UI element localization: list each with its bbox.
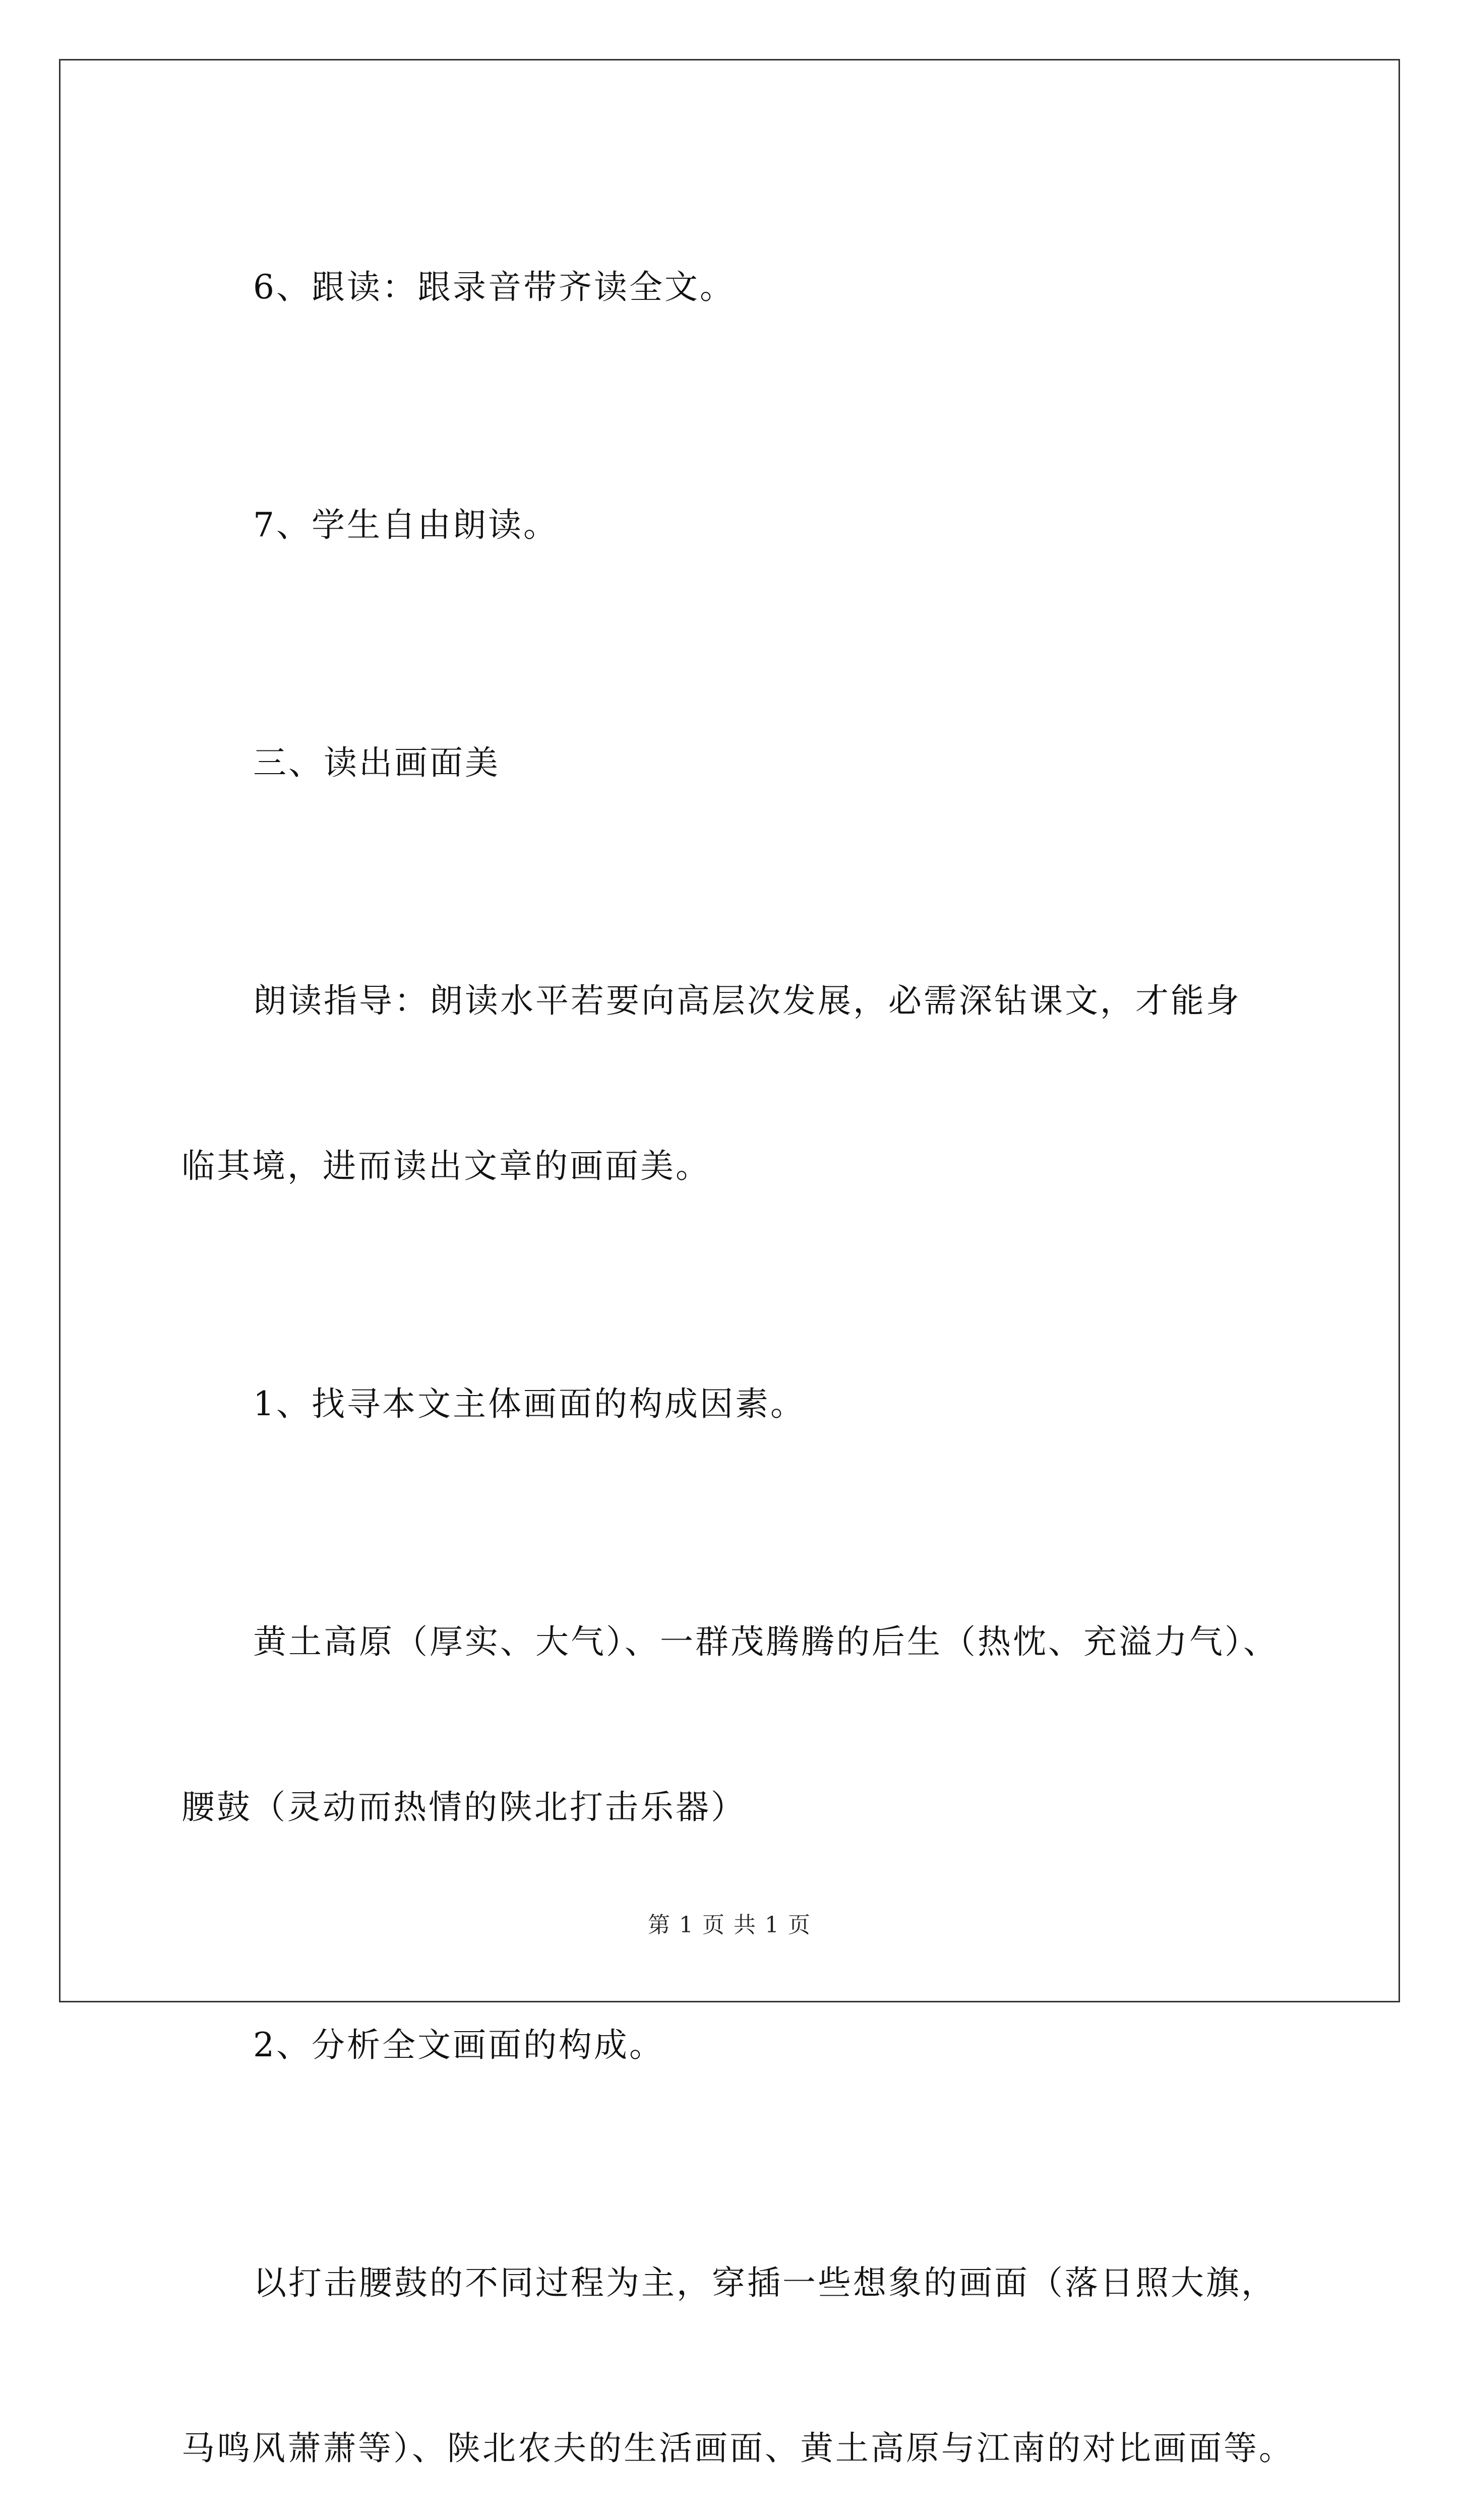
paragraph-4 bbox=[181, 910, 1270, 1257]
paragraph-5 bbox=[181, 1313, 1270, 1495]
paragraph-line: 以打击腰鼓的不同过程为主，穿插一些想象的画面（落日照大旗， bbox=[253, 2263, 1276, 2302]
document-body bbox=[181, 197, 1294, 2520]
paragraph-line: 马鸣风萧萧等）、陕北农夫的生活画面、黄土高原与江南的对比画面等。 bbox=[181, 2429, 1294, 2468]
paragraph-2 bbox=[181, 434, 1270, 616]
paragraph-7 bbox=[181, 1955, 1270, 2136]
paragraph-line: 7、学生自由朗读。 bbox=[253, 506, 559, 544]
paragraph-line: 腰鼓（灵动而热情的陕北打击乐器） bbox=[181, 1788, 746, 1826]
page-footer: 第 1 页 共 1 页 bbox=[648, 1912, 811, 1938]
paragraph-line: 朗读指导：朗读水平若要向高层次发展，必需深钻课文，才能身 bbox=[253, 981, 1241, 1020]
paragraph-line: 2、分析全文画面的构成。 bbox=[253, 2026, 664, 2064]
paragraph-line: 三、读出画面美 bbox=[253, 743, 500, 782]
paragraph-line: 6、跟读：跟录音带齐读全文。 bbox=[253, 268, 735, 306]
paragraph-line: 临其境，进而读出文章的画面美。 bbox=[181, 1147, 711, 1185]
paragraph-6 bbox=[181, 1551, 1279, 1898]
paragraph-8 bbox=[181, 2192, 1294, 2520]
section-heading bbox=[181, 672, 1270, 854]
paragraph-1 bbox=[181, 197, 1270, 378]
paragraph-line: 1、找寻本文主体画面的构成因素。 bbox=[253, 1384, 806, 1423]
paragraph-line: 黄土高原（厚实、大气）、一群茂腾腾的后生（热忱、充溢力气）、 bbox=[253, 1622, 1279, 1661]
